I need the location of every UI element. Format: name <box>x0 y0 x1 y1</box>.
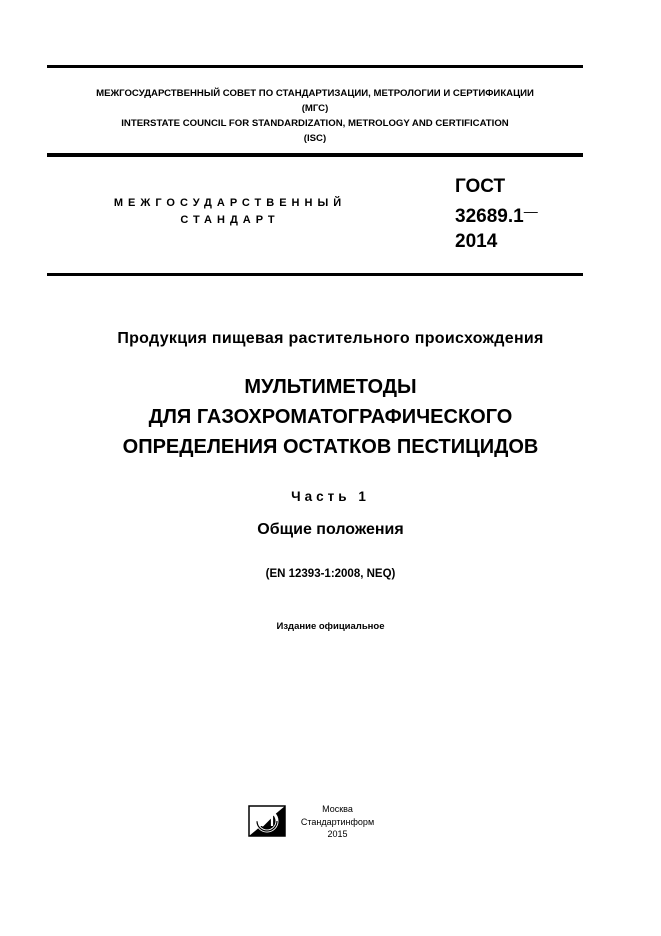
publisher-name: Стандартинформ <box>300 816 375 827</box>
title-line2: ДЛЯ ГАЗОХРОМАТОГРАФИЧЕСКОГО <box>148 406 513 428</box>
standartinform-logo-icon <box>248 805 286 837</box>
title-line3: ОПРЕДЕЛЕНИЯ ОСТАТКОВ ПЕСТИЦИДОВ <box>122 436 539 458</box>
council-name-ru: МЕЖГОСУДАРСТВЕННЫЙ СОВЕТ ПО СТАНДАРТИЗАЦИИ, МЕТРОЛОГИИ И СЕРТИФИКАЦИИ <box>96 88 534 99</box>
publisher-year: 2015 <box>327 829 348 839</box>
edition-note: Издание официальное <box>276 621 385 632</box>
part-number: Часть 1 <box>291 489 370 504</box>
council-name-en: INTERSTATE COUNCIL FOR STANDARDIZATION, METROLOGY AND CERTIFICATION <box>121 118 509 129</box>
part-title: Общие положения <box>257 521 404 538</box>
designation-prefix: ГОСТ <box>455 176 506 197</box>
bottom-rule <box>47 273 583 276</box>
council-header <box>47 86 583 146</box>
council-abbr-ru: (МГС) <box>301 103 329 114</box>
product-category: Продукция пищевая растительного происхождения <box>117 330 544 347</box>
designation-year: 2014 <box>455 231 498 252</box>
publisher-city: Москва <box>322 804 353 814</box>
designation-number-line <box>455 199 538 229</box>
document-title <box>0 372 661 462</box>
standard-type-line2: СТАНДАРТ <box>180 214 280 226</box>
standard-reference: (EN 12393-1:2008, NEQ) <box>265 568 396 580</box>
standard-designation <box>455 174 538 254</box>
standard-type <box>90 195 370 229</box>
title-line1: МУЛЬТИМЕТОДЫ <box>244 376 417 398</box>
top-rule <box>47 65 583 68</box>
designation-dash: — <box>523 203 538 219</box>
middle-rule <box>47 153 583 157</box>
publisher-info <box>295 803 380 841</box>
standard-type-line1: МЕЖГОСУДАРСТВЕННЫЙ <box>113 197 347 209</box>
council-abbr-en: (ISC) <box>303 133 327 144</box>
designation-number: 32689.1 <box>455 206 524 227</box>
